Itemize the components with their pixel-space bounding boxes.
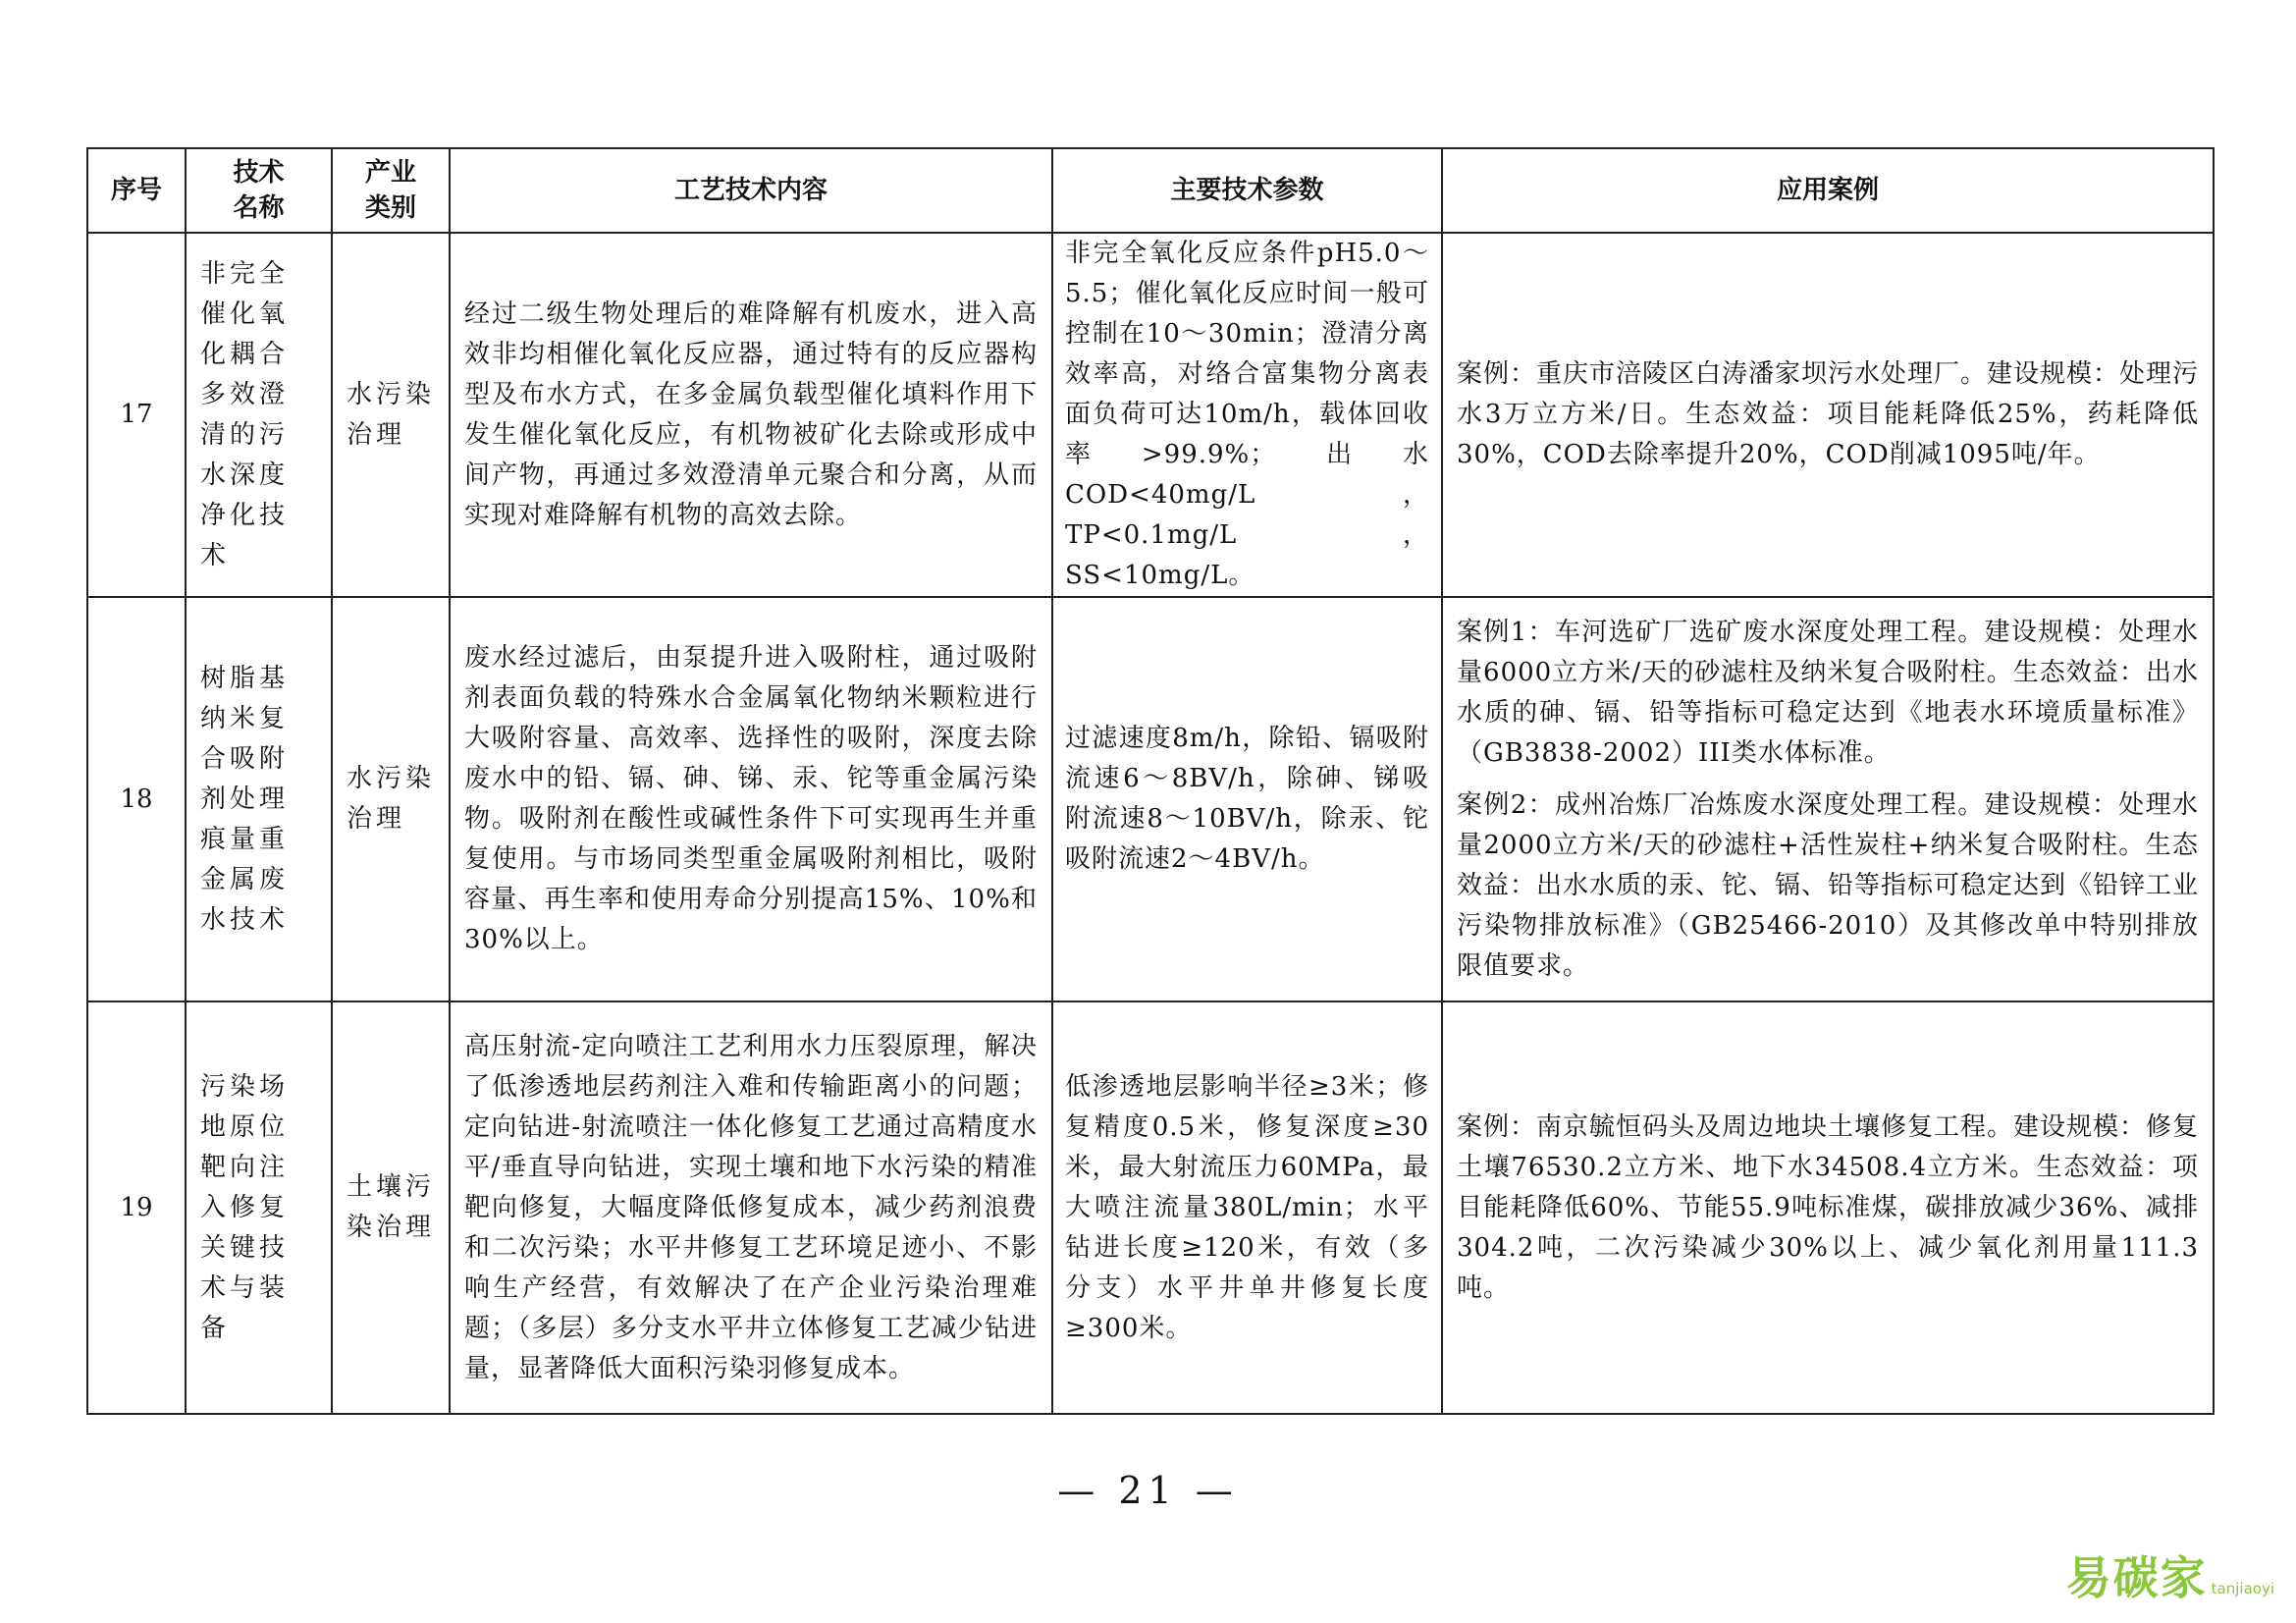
header-process-content: 工艺技术内容 <box>450 148 1052 233</box>
watermark-url: tanjiaoyi <box>2211 1580 2274 1597</box>
row-industry-category: 水污染治理 <box>332 597 450 1001</box>
row-main-params: 过滤速度8m/h，除铅、镉吸附流速6～8BV/h，除砷、锑吸附流速8～10BV/h，除汞、铊吸附流速2～4BV/h。 <box>1052 597 1442 1001</box>
row-industry-category: 土壤污染治理 <box>332 1001 450 1414</box>
row-application-cases <box>1442 597 2214 1001</box>
case-text: 案例：南京毓恒码头及周边地块土壤修复工程。建设规模：修复土壤76530.2立方米、地下水34508.4立方米。生态效益：项目能耗降低60%、节能55.9吨标准煤，碳排放减少36%、减排304.2吨，二次污染减少30%以上、减少氧化剂用量111.3吨。 <box>1457 1111 2200 1303</box>
table-row <box>87 597 2214 1001</box>
row-serial: 19 <box>87 1001 186 1414</box>
row-serial: 18 <box>87 597 186 1001</box>
row-industry-category: 水污染治理 <box>332 233 450 597</box>
header-industry-category-text: 产业 类别 <box>364 158 416 223</box>
case-text: 案例：重庆市涪陵区白涛潘家坝污水处理厂。建设规模：处理污水3万立方米/日。生态效益：项目能耗降低25%，药耗降低30%，COD去除率提升20%，COD削减1095吨/年。 <box>1457 359 2200 469</box>
row-process-content: 经过二级生物处理后的难降解有机废水，进入高效非均相催化氧化反应器，通过特有的反应器构型及布水方式，在多金属负载型催化填料作用下发生催化氧化反应，有机物被矿化去除或形成中间产物，再通过多效澄清单元聚合和分离，从而实现对难降解有机物的高效去除。 <box>450 233 1052 597</box>
watermark-logo <box>2066 1542 2274 1607</box>
row-application-cases <box>1442 1001 2214 1414</box>
row-application-cases <box>1442 233 2214 597</box>
watermark-text: 易碳家 <box>2065 1551 2208 1604</box>
case-text: 案例1：车河选矿厂选矿废水深度处理工程。建设规模：处理水量6000立方米/天的砂滤柱及纳米复合吸附柱。生态效益：出水水质的砷、镉、铅等指标可稳定达到《地表水环境质量标准》（GB3838-2002）III类水体标准。 <box>1457 617 2199 768</box>
case-text: 案例2：成州冶炼厂冶炼废水深度处理工程。建设规模：处理水量2000立方米/天的砂滤柱+活性炭柱+纳米复合吸附柱。生态效益：出水水质的汞、铊、镉、铅等指标可稳定达到《铅锌工业污染物排放标准》（GB25466-2010）及其修改单中特别排放限值要求。 <box>1457 789 2200 981</box>
row-main-params: 非完全氧化反应条件pH5.0～5.5；催化氧化反应时间一般可控制在10～30min；澄清分离效率高，对络合富集物分离表面负荷可达10m/h，载体回收率>99.9%；出水COD<40mg/L，TP<0.1mg/L，SS<10mg/L。 <box>1052 233 1442 597</box>
table-row <box>87 1001 2214 1414</box>
row-tech-name: 污染场地原位靶向注入修复关键技术与装备 <box>186 1001 332 1414</box>
row-serial: 17 <box>87 233 186 597</box>
table-header-row <box>87 148 2214 233</box>
table-row <box>87 233 2214 597</box>
row-tech-name: 树脂基纳米复合吸附剂处理痕量重金属废水技术 <box>186 597 332 1001</box>
header-tech-name-text: 技术 名称 <box>233 158 285 223</box>
header-main-params: 主要技术参数 <box>1052 148 1442 233</box>
header-application-cases: 应用案例 <box>1442 148 2214 233</box>
row-process-content: 废水经过滤后，由泵提升进入吸附柱，通过吸附剂表面负载的特殊水合金属氧化物纳米颗粒进行大吸附容量、高效率、选择性的吸附，深度去除废水中的铅、镉、砷、锑、汞、铊等重金属污染物。吸附剂在酸性或碱性条件下可实现再生并重复使用。与市场同类型重金属吸附剂相比，吸附容量、再生率和使用寿命分别提高15%、10%和30%以上。 <box>450 597 1052 1001</box>
header-industry-category <box>332 148 450 233</box>
row-process-content: 高压射流-定向喷注工艺利用水力压裂原理，解决了低渗透地层药剂注入难和传输距离小的问题；定向钻进-射流喷注一体化修复工艺通过高精度水平/垂直导向钻进，实现土壤和地下水污染的精准靶向修复，大幅度降低修复成本，减少药剂浪费和二次污染；水平井修复工艺环境足迹小、不影响生产经营，有效解决了在产企业污染治理难题；（多层）多分支水平井立体修复工艺减少钻进量，显著降低大面积污染羽修复成本。 <box>450 1001 1052 1414</box>
row-tech-name: 非完全催化氧化耦合多效澄清的污水深度净化技术 <box>186 233 332 597</box>
row-main-params: 低渗透地层影响半径≥3米；修复精度0.5米，修复深度≥30米，最大射流压力60MPa，最大喷注流量380L/min；水平钻进长度≥120米，有效（多分支）水平井单井修复长度≥300米。 <box>1052 1001 1442 1414</box>
header-tech-name <box>186 148 332 233</box>
header-serial: 序号 <box>87 148 186 233</box>
page-number: — 21 — <box>1057 1469 1239 1512</box>
technology-table <box>86 147 2215 1415</box>
